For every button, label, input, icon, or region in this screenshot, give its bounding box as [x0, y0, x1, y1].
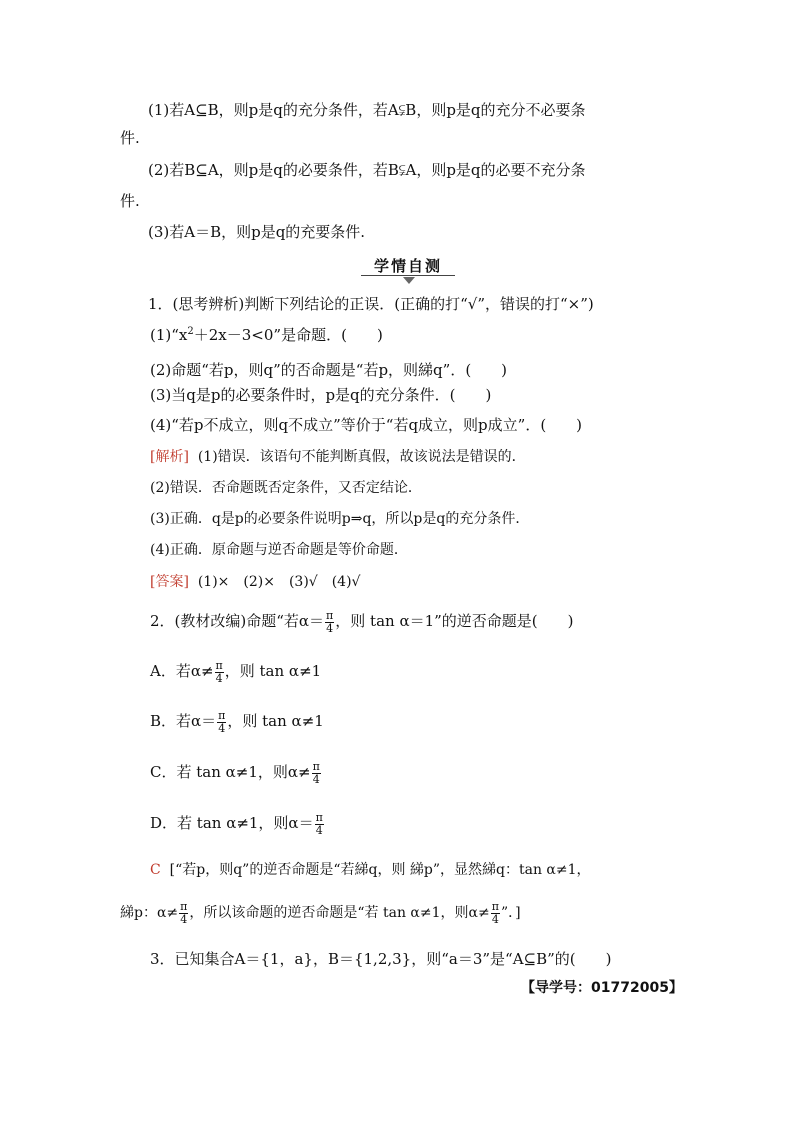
- denominator: 4: [315, 823, 323, 837]
- solution-text: [“若p，则q”的逆否命题是“若綈q，则 綈p”，显然綈q：tan α≠1，: [169, 862, 591, 878]
- analysis-line: (4)正确．原命题与逆否命题是等价命题．: [150, 542, 408, 558]
- fraction: [315, 812, 324, 837]
- analysis-label: [解析]: [150, 449, 189, 465]
- fraction: [312, 761, 321, 786]
- solution-line: [120, 898, 521, 928]
- solution-text: ，所以该命题的逆否命题是“若 tan α≠1，则α≠: [189, 905, 490, 921]
- text-line: (3)若A＝B，则p是q的充要条件.: [148, 223, 366, 241]
- question-1-stem: 1．(思考辨析)判断下列结论的正误．(正确的打“√”，错误的打“×”): [148, 295, 594, 313]
- denominator: 4: [312, 772, 320, 786]
- question-2-stem: [150, 606, 574, 636]
- denominator: 4: [180, 912, 188, 926]
- stem-text: ，则 tan α＝1”的逆否命题是( ): [335, 612, 574, 630]
- analysis-line: (2)错误．否命题既否定条件，又否定结论．: [150, 480, 422, 496]
- denominator: 4: [326, 621, 334, 635]
- text-line: (1)若A⊆B，则p是q的充分条件，若A⫋B，则p是q的充分不必要条: [148, 101, 586, 119]
- solution-line: [150, 860, 591, 880]
- section-title-text: 学情自测: [373, 257, 442, 275]
- numerator: π: [215, 658, 223, 672]
- denominator: 4: [491, 912, 499, 926]
- triangle-marker-icon: [403, 277, 415, 284]
- answer-letter: C: [150, 862, 161, 878]
- item-text: ＋2x－3<0”是命题．( ): [193, 326, 383, 344]
- question-1-item: (3)当q是p的必要条件时，p是q的充分条件．( ): [150, 386, 492, 404]
- section-title: [361, 255, 455, 279]
- numerator: π: [315, 810, 323, 824]
- option-text: B．若α＝: [150, 712, 217, 730]
- answer-text: (1)× (2)× (3)√ (4)√: [197, 574, 361, 590]
- text-line: 件.: [120, 192, 140, 210]
- solution-text: 綈p：α≠: [120, 905, 179, 921]
- superscript: 2: [187, 326, 194, 337]
- analysis-text: (1)错误．该语句不能判断真假，故该说法是错误的．: [197, 449, 526, 465]
- fraction: [217, 710, 226, 735]
- answer-line: [150, 572, 360, 592]
- denominator: 4: [218, 721, 226, 735]
- numerator: π: [218, 708, 226, 722]
- text-line: 件.: [120, 129, 140, 147]
- question-3-stem: 3．已知集合A＝{1，a}，B＝{1,2,3}，则“a＝3”是“A⊆B”的( ): [150, 950, 612, 968]
- option-text: ，则 tan α≠1: [227, 712, 324, 730]
- numerator: π: [312, 759, 320, 773]
- section-title-rule: [361, 275, 455, 276]
- option-d: [150, 808, 325, 838]
- item-text: (1)“x: [150, 326, 188, 344]
- option-text: ，则 tan α≠1: [224, 662, 322, 680]
- option-text: A．若α≠: [150, 662, 214, 680]
- fraction: [215, 660, 224, 685]
- answer-label: [答案]: [150, 574, 189, 590]
- option-text: D．若 tan α≠1，则α＝: [150, 814, 314, 832]
- option-b: [150, 706, 324, 736]
- option-a: [150, 656, 321, 686]
- numerator: π: [491, 899, 499, 913]
- option-text: C．若 tan α≠1，则α≠: [150, 763, 311, 781]
- solution-text: ”．]: [500, 905, 521, 921]
- denominator: 4: [215, 671, 223, 685]
- option-c: [150, 757, 322, 787]
- fraction: [325, 610, 334, 635]
- question-1-item: (2)命题“若p，则q”的否命题是“若p，则綈q”．( ): [150, 361, 508, 379]
- question-1-item: [150, 325, 383, 345]
- analysis-line: [150, 447, 526, 467]
- stem-text: 2．(教材改编)命题“若α＝: [150, 612, 325, 630]
- fraction: [491, 901, 500, 926]
- numerator: π: [180, 899, 188, 913]
- fraction: [179, 901, 188, 926]
- question-1-item: (4)“若p不成立，则q不成立”等价于“若q成立，则p成立”．( ): [150, 416, 583, 434]
- reference-number: 【导学号：01772005】: [521, 980, 683, 996]
- numerator: π: [326, 608, 334, 622]
- text-line: (2)若B⊆A，则p是q的必要条件，若B⫋A，则p是q的必要不充分条: [148, 161, 586, 179]
- analysis-line: (3)正确．q是p的必要条件说明p⇒q，所以p是q的充分条件．: [150, 511, 530, 527]
